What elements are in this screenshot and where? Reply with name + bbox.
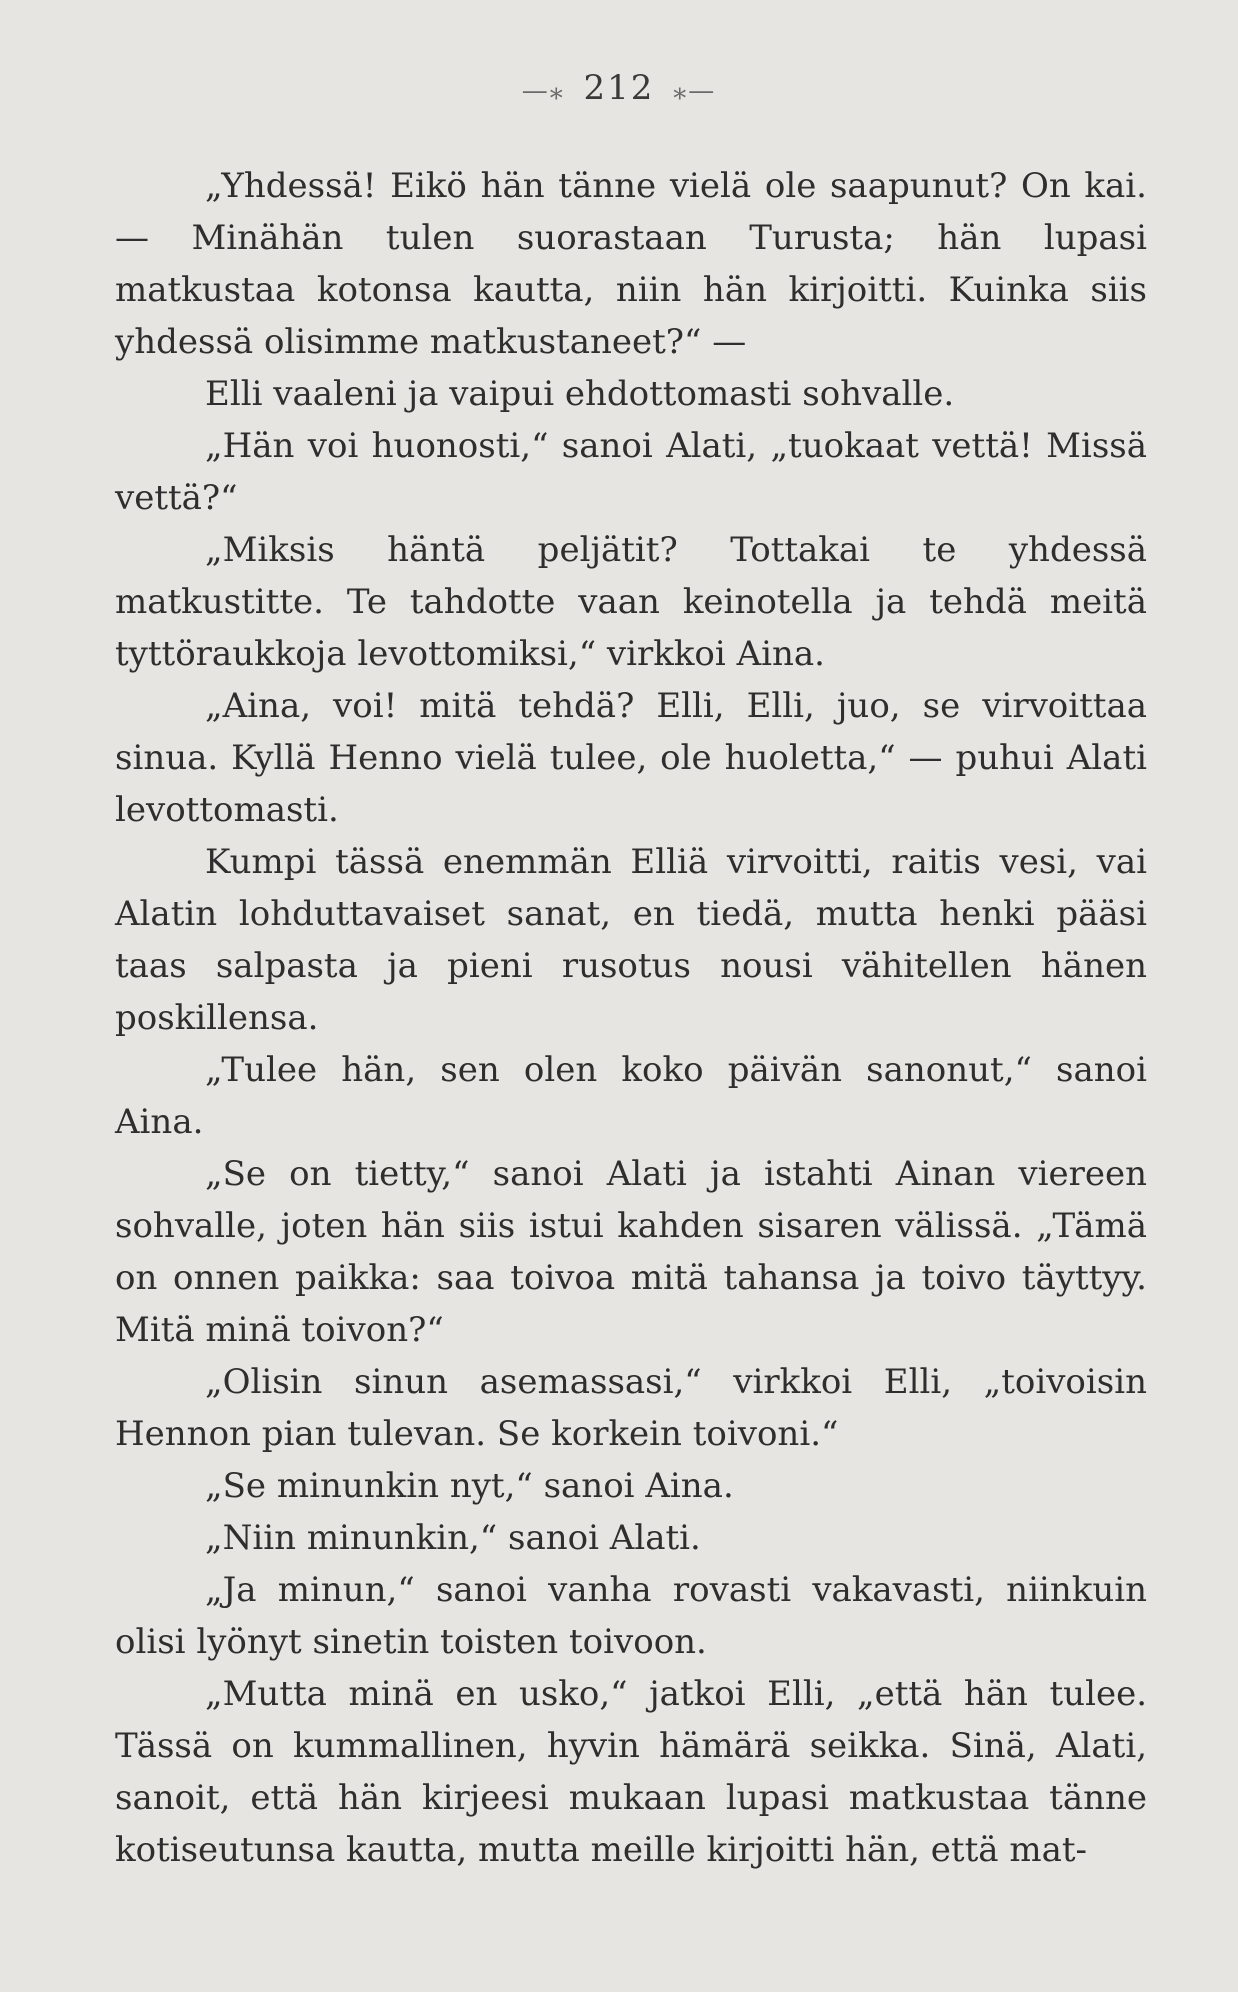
paragraph: „Miksis häntä peljätit? Tottakai te yhdessä matkustitte. Te tahdotte vaan keinotella ja tehdä meitä tyttöraukkoja levottomiksi,“ virkkoi Aina. [115, 530, 1147, 674]
paragraph: „Niin minunkin,“ sanoi Alati. [205, 1518, 701, 1558]
ornament-left: —⁎ [521, 76, 565, 106]
ornament-right: ⁎— [673, 76, 717, 106]
paragraph: „Mutta minä en usko,“ jatkoi Elli, „että hän tulee. Tässä on kummallinen, hyvin hämärä seikka. Sinä, Alati, sanoit, että hän kirjeesi mukaan lupasi matkustaa tänne kotiseutunsa kautta, mutta meille kirjoitti hän, että mat- [115, 1674, 1147, 1870]
paragraph: „Hän voi huonosti,“ sanoi Alati, „tuokaat vettä! Missä vettä?“ [115, 426, 1147, 518]
paragraph: Kumpi tässä enemmän Elliä virvoitti, raitis vesi, vai Alatin lohduttavaiset sanat, en tiedä, mutta henki pääsi taas salpasta ja pieni rusotus nousi vähitellen hänen poskillensa. [115, 842, 1147, 1038]
paragraph: „Ja minun,“ sanoi vanha rovasti vakavasti, niinkuin olisi lyönyt sinetin toisten toivoon. [115, 1570, 1147, 1662]
paragraph: „Se minunkin nyt,“ sanoi Aina. [205, 1466, 734, 1506]
page-number: 212 [583, 68, 655, 108]
paragraph: Elli vaaleni ja vaipui ehdottomasti sohvalle. [205, 374, 955, 414]
paragraph: „Tulee hän, sen olen koko päivän sanonut,“ sanoi Aina. [115, 1050, 1147, 1142]
paragraph: „Aina, voi! mitä tehdä? Elli, Elli, juo, se virvoittaa sinua. Kyllä Henno vielä tulee, ole huoletta,“ — puhui Alati levottomasti. [115, 686, 1147, 830]
page-header [0, 68, 1238, 108]
body-text [115, 160, 1147, 1876]
paragraph: „Yhdessä! Eikö hän tänne vielä ole saapunut? On kai. — Minähän tulen suorastaan Turusta; hän lupasi matkustaa kotonsa kautta, niin hän kirjoitti. Kuinka siis yhdessä olisimme matkustaneet?“ — [115, 166, 1147, 362]
paragraph: „Se on tietty,“ sanoi Alati ja istahti Ainan viereen sohvalle, joten hän siis istui kahden sisaren välissä. „Tämä on onnen paikka: saa toivoa mitä tahansa ja toivo täyttyy. Mitä minä toivon?“ [115, 1154, 1147, 1350]
paragraph: „Olisin sinun asemassasi,“ virkkoi Elli, „toivoisin Hennon pian tulevan. Se korkein toivoni.“ [115, 1362, 1147, 1454]
